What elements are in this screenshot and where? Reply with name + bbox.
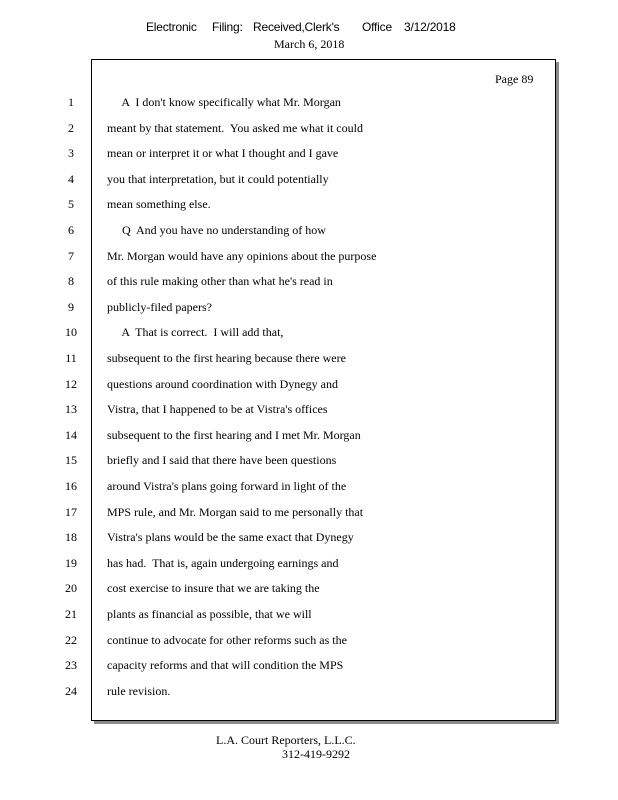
line-number: 2 bbox=[68, 121, 74, 135]
line-number: 7 bbox=[68, 249, 74, 263]
filing-stamp-word: Office bbox=[362, 20, 392, 34]
transcript-line: rule revision. bbox=[107, 684, 171, 698]
transcript-line: has had. That is, again undergoing earnings and bbox=[107, 556, 339, 570]
page-number: Page 89 bbox=[495, 72, 534, 86]
line-number: 15 bbox=[65, 453, 77, 467]
transcript-line: A I don't know specifically what Mr. Morgan bbox=[107, 95, 341, 109]
line-number: 24 bbox=[65, 684, 77, 698]
line-number: 4 bbox=[68, 172, 74, 186]
line-number: 22 bbox=[65, 633, 77, 647]
line-number: 3 bbox=[68, 146, 74, 160]
transcript-line: of this rule making other than what he's read in bbox=[107, 274, 333, 288]
transcript-line: you that interpretation, but it could potentially bbox=[107, 172, 329, 186]
transcript-line: continue to advocate for other reforms such as the bbox=[107, 633, 347, 647]
line-number: 12 bbox=[65, 377, 77, 391]
transcript-line: meant by that statement. You asked me what it could bbox=[107, 121, 363, 135]
transcript-line: subsequent to the first hearing because there were bbox=[107, 351, 346, 365]
line-number: 20 bbox=[65, 581, 77, 595]
line-number: 16 bbox=[65, 479, 77, 493]
transcript-line: mean or interpret it or what I thought and I gave bbox=[107, 146, 339, 160]
line-number: 9 bbox=[68, 300, 74, 314]
transcript-line: questions around coordination with Dynegy and bbox=[107, 377, 338, 391]
transcript-line: mean something else. bbox=[107, 197, 211, 211]
line-number: 11 bbox=[65, 351, 77, 365]
filing-stamp-word: Electronic bbox=[146, 20, 197, 34]
transcript-line: Vistra's plans would be the same exact that Dynegy bbox=[107, 530, 354, 544]
transcript-line: briefly and I said that there have been questions bbox=[107, 453, 337, 467]
line-number: 14 bbox=[65, 428, 77, 442]
footer-phone: 312-419-9292 bbox=[282, 747, 350, 761]
transcript-line: subsequent to the first hearing and I met Mr. Morgan bbox=[107, 428, 361, 442]
line-number: 17 bbox=[65, 505, 77, 519]
line-number: 18 bbox=[65, 530, 77, 544]
line-number: 19 bbox=[65, 556, 77, 570]
transcript-line: Mr. Morgan would have any opinions about the purpose bbox=[107, 249, 377, 263]
transcript-line: publicly-filed papers? bbox=[107, 300, 212, 314]
transcript-line: Q And you have no understanding of how bbox=[107, 223, 326, 237]
filing-stamp-date: 3/12/2018 bbox=[404, 20, 456, 34]
transcript-line: cost exercise to insure that we are taking the bbox=[107, 581, 320, 595]
transcript-line: plants as financial as possible, that we will bbox=[107, 607, 312, 621]
transcript-line: A That is correct. I will add that, bbox=[107, 325, 284, 339]
line-number: 13 bbox=[65, 402, 77, 416]
footer-company: L.A. Court Reporters, L.L.C. bbox=[216, 733, 356, 747]
transcript-line: capacity reforms and that will condition the MPS bbox=[107, 658, 344, 672]
line-number: 23 bbox=[65, 658, 77, 672]
transcript-line: around Vistra's plans going forward in light of the bbox=[107, 479, 347, 493]
deposition-date: March 6, 2018 bbox=[274, 37, 345, 51]
line-number: 21 bbox=[65, 607, 77, 621]
line-number: 6 bbox=[68, 223, 74, 237]
line-number: 5 bbox=[68, 197, 74, 211]
filing-stamp-word: Filing: bbox=[212, 20, 243, 34]
filing-stamp-word: Received,Clerk's bbox=[253, 20, 340, 34]
line-number: 10 bbox=[65, 325, 77, 339]
transcript-line: MPS rule, and Mr. Morgan said to me personally that bbox=[107, 505, 364, 519]
line-number: 1 bbox=[68, 95, 74, 109]
line-number: 8 bbox=[68, 274, 74, 288]
transcript-line: Vistra, that I happened to be at Vistra's offices bbox=[107, 402, 328, 416]
